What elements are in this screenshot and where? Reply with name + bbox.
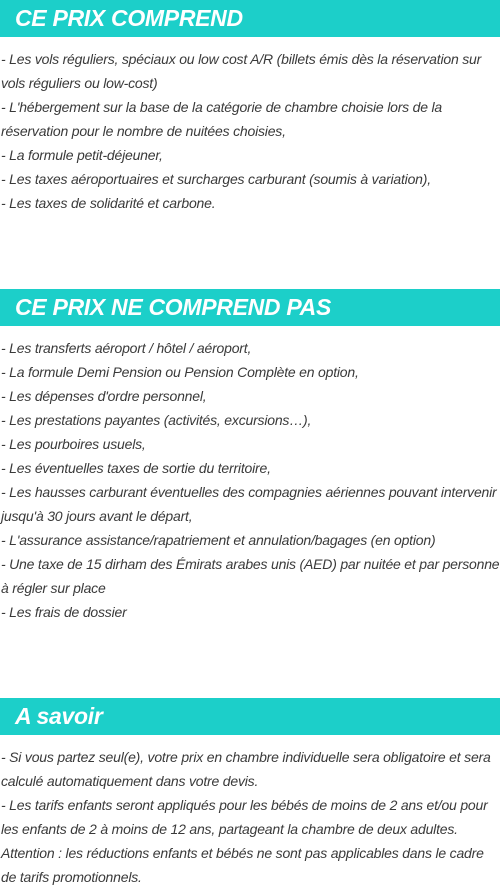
list-item: - L'hébergement sur la base de la catégorie de chambre choisie lors de la réservation pour le nombre de nuitées choisies, xyxy=(1,99,443,139)
section-not-included xyxy=(0,289,500,624)
list-item: - Si vous partez seul(e), votre prix en chambre individuelle sera obligatoire et sera calculé automatiquement dans votre devis. xyxy=(1,749,491,789)
section-good-to-know xyxy=(0,698,500,889)
list-item: - Une taxe de 15 dirham des Émirats arabes unis (AED) par nuitée et par personne à régler sur place xyxy=(1,556,500,596)
list-item: - Les prestations payantes (activités, excursions…), xyxy=(1,412,312,428)
list-item: - Les taxes aéroportuaires et surcharges carburant (soumis à variation), xyxy=(1,171,431,187)
section-title-good-to-know: A savoir xyxy=(0,698,500,735)
list-item: - La formule Demi Pension ou Pension Complète en option, xyxy=(1,364,359,380)
section-title-included: CE PRIX COMPREND xyxy=(0,0,500,37)
not-included-list xyxy=(0,326,500,624)
section-included xyxy=(0,0,500,215)
list-item: - Les vols réguliers, spéciaux ou low cost A/R (billets émis dès la réservation sur vols réguliers ou low-cost) xyxy=(1,51,482,91)
list-item: - Les pourboires usuels, xyxy=(1,436,146,452)
list-item: - Les dépenses d'ordre personnel, xyxy=(1,388,207,404)
list-item: - L'assurance assistance/rapatriement et annulation/bagages (en option) xyxy=(1,532,436,548)
list-item: - Les frais de dossier xyxy=(1,604,127,620)
included-list xyxy=(0,37,500,215)
list-item: - La formule petit-déjeuner, xyxy=(1,147,163,163)
list-item: - Les éventuelles taxes de sortie du territoire, xyxy=(1,460,271,476)
list-item: - Les tarifs enfants seront appliqués pour les bébés de moins de 2 ans et/ou pour les enfants de 2 à moins de 12 ans, partageant la chambre de deux adultes. xyxy=(1,797,488,837)
section-title-not-included: CE PRIX NE COMPREND PAS xyxy=(0,289,500,326)
list-item: - Les transferts aéroport / hôtel / aéroport, xyxy=(1,340,252,356)
good-to-know-list xyxy=(0,735,500,889)
list-item: - Les hausses carburant éventuelles des compagnies aériennes pouvant intervenir jusqu'à 30 jours avant le départ, xyxy=(1,484,497,524)
list-item: - Les taxes de solidarité et carbone. xyxy=(1,195,216,211)
list-item: Attention : les réductions enfants et bébés ne sont pas applicables dans le cadre de tarifs promotionnels. xyxy=(1,845,484,885)
